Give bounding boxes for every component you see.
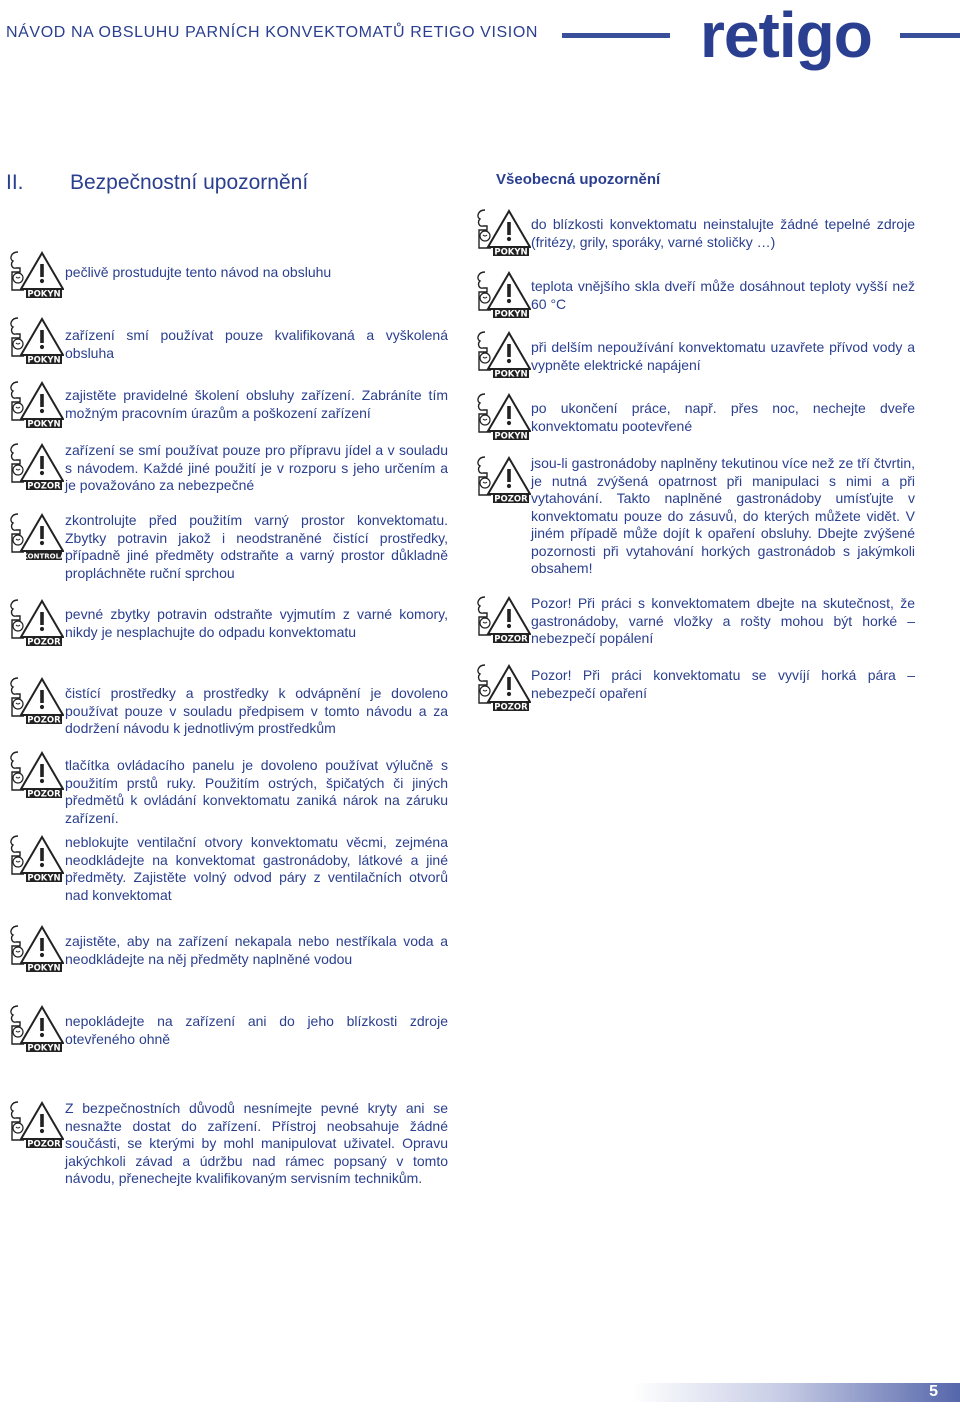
warning-chef-icon [6, 442, 64, 490]
safety-item-text: Pozor! Při práci s konvektomatem dbejte na skutečnost, že gastronádoby, varné vložky a rošty mohou být horké – nebezpečí popálení [531, 595, 915, 646]
section-subtitle: Všeobecná upozornění [496, 171, 661, 188]
safety-item-text: neblokujte ventilační otvory konvektomatu věcmi, zejména neodkládejte na konvektomat gastronádoby, látkové a jiné předměty. Zajistěte volný odvod páry z ventilačních otvorů nad konvektomat [65, 834, 448, 903]
safety-item-text: jsou-li gastronádoby naplněny tekutinou více než ze tří čtvrtin, je nutná zvýšená opatrnost při manipulaci s nimi a při vytahování. Takto naplněné gastronádoby umísťujte v konvektomatu pouze do zásuvů, do kterých můžete vidět. V jiném případě může dojít k opaření obsluhy. Dbejte zvýšené pozornosti při vytahování horkých gastronádob s jakýmkoli obsahem! [531, 455, 915, 576]
document-title: NÁVOD NA OBSLUHU PARNÍCH KONVEKTOMATŮ RETIGO VISION [6, 24, 539, 41]
header-line-left [562, 33, 670, 38]
warning-chef-icon [473, 455, 531, 503]
safety-item-text: do blízkosti konvektomatu neinstalujte žádné tepelné zdroje (fritézy, grily, sporáky, varné stoličky …) [531, 216, 915, 250]
svg-text:POKYN: POKYN [494, 247, 528, 256]
safety-item-text: zajistěte, aby na zařízení nekapala nebo nestříkala voda a neodkládejte na něj předměty naplněné vodou [65, 933, 448, 967]
safety-item-text: pečlivě prostudujte tento návod na obsluhu [65, 264, 332, 280]
svg-text:POZOR: POZOR [494, 702, 528, 711]
warning-chef-icon [473, 595, 531, 643]
svg-text:POKYN: POKYN [27, 355, 61, 364]
svg-text:POKYN: POKYN [494, 369, 528, 378]
safety-item-text: zařízení se smí používat pouze pro přípravu jídel a v souladu s návodem. Každé jiné použití je v rozporu s jeho určením a je považováno za nebezpečné [65, 442, 448, 493]
safety-item-text: nepokládejte na zařízení ani do jeho blízkosti zdroje otevřeného ohně [65, 1013, 448, 1047]
safety-item-text: tlačítka ovládacího panelu je dovoleno používat výlučně s použitím prstů ruky. Použitím ostrých, špičatých či jiných předmětů k ovládání konvektomatu zaniká nárok na záruku zařízení. [65, 757, 448, 826]
svg-text:POZOR: POZOR [27, 715, 61, 724]
svg-text:KONTROLA: KONTROLA [22, 552, 64, 560]
safety-item-text: čistící prostředky a prostředky k odvápnění je dovoleno používat pouze v souladu předpisem v tomto návodu a za dodržení návodu k jednotlivým prostředkům [65, 685, 448, 736]
svg-text:POZOR: POZOR [27, 789, 61, 798]
warning-chef-icon [6, 924, 64, 972]
warning-chef-icon [6, 676, 64, 724]
warning-chef-icon [6, 250, 64, 298]
warning-chef-icon [6, 512, 64, 560]
warning-chef-icon [473, 392, 531, 440]
warning-chef-icon [6, 750, 64, 798]
warning-chef-icon [6, 1100, 64, 1148]
safety-item-text: Z bezpečnostních důvodů nesnímejte pevné kryty ani se nesnažte dostat do zařízení. Přístroj neobsahuje žádné součásti, se kterými by mohl manipulovat uživatel. Opravu jakýchkoli závad a údržbu nad rámec popsaný v tomto návodu, přenechejte kvalifikovaným servisním technikům. [65, 1100, 448, 1186]
safety-item-text: Pozor! Při práci konvektomatu se vyvíjí horká pára – nebezpečí opaření [531, 667, 915, 701]
svg-text:POKYN: POKYN [27, 1043, 61, 1052]
section-number: II. [6, 171, 24, 194]
safety-item-text: po ukončení práce, např. přes noc, nechejte dveře konvektomatu pootevřené [531, 400, 915, 434]
safety-item-text: zajistěte pravidelné školení obsluhy zařízení. Zabráníte tím možným pracovním úrazům a poškození zařízení [65, 387, 448, 421]
svg-text:POKYN: POKYN [494, 309, 528, 318]
warning-chef-icon [6, 380, 64, 428]
svg-text:POZOR: POZOR [494, 634, 528, 643]
svg-text:POKYN: POKYN [27, 419, 61, 428]
warning-chef-icon [6, 598, 64, 646]
warning-chef-icon [6, 834, 64, 882]
svg-text:POKYN: POKYN [494, 431, 528, 440]
safety-item-text: zařízení smí používat pouze kvalifikovaná a vyškolená obsluha [65, 327, 448, 361]
retigo-logo: retigo [700, 0, 872, 71]
safety-item-text: při delším nepoužívání konvektomatu uzavřete přívod vody a vypněte elektrické napájení [531, 339, 915, 373]
section-title: Bezpečnostní upozornění [70, 171, 309, 194]
safety-item-text: teplota vnějšího skla dveří může dosáhnout teploty vyšší než 60 °C [531, 278, 915, 312]
warning-chef-icon [473, 663, 531, 711]
svg-text:POZOR: POZOR [494, 494, 528, 503]
safety-item-text: pevné zbytky potravin odstraňte vyjmutím z varné komory, nikdy je nesplachujte do odpadu konvektomatu [65, 606, 448, 640]
footer-bar [632, 1383, 960, 1402]
svg-text:POKYN: POKYN [27, 963, 61, 972]
warning-chef-icon [6, 1004, 64, 1052]
safety-item-text: zkontrolujte před použitím varný prostor konvektomatu. Zbytky potravin jakož i neodstraněné čistící prostředky, případně jiné předměty odstraňte a varný prostor důkladně propláchněte ruční sprchou [65, 512, 448, 581]
warning-chef-icon [473, 270, 531, 318]
svg-text:POZOR: POZOR [27, 1139, 61, 1148]
svg-text:POKYN: POKYN [27, 873, 61, 882]
svg-text:POZOR: POZOR [27, 637, 61, 646]
warning-chef-icon [473, 330, 531, 378]
page-number: 5 [929, 1383, 938, 1400]
svg-text:POKYN: POKYN [27, 289, 61, 298]
svg-text:POZOR: POZOR [27, 481, 61, 490]
header-line-right [900, 33, 960, 38]
warning-chef-icon [6, 316, 64, 364]
warning-chef-icon [473, 208, 531, 256]
